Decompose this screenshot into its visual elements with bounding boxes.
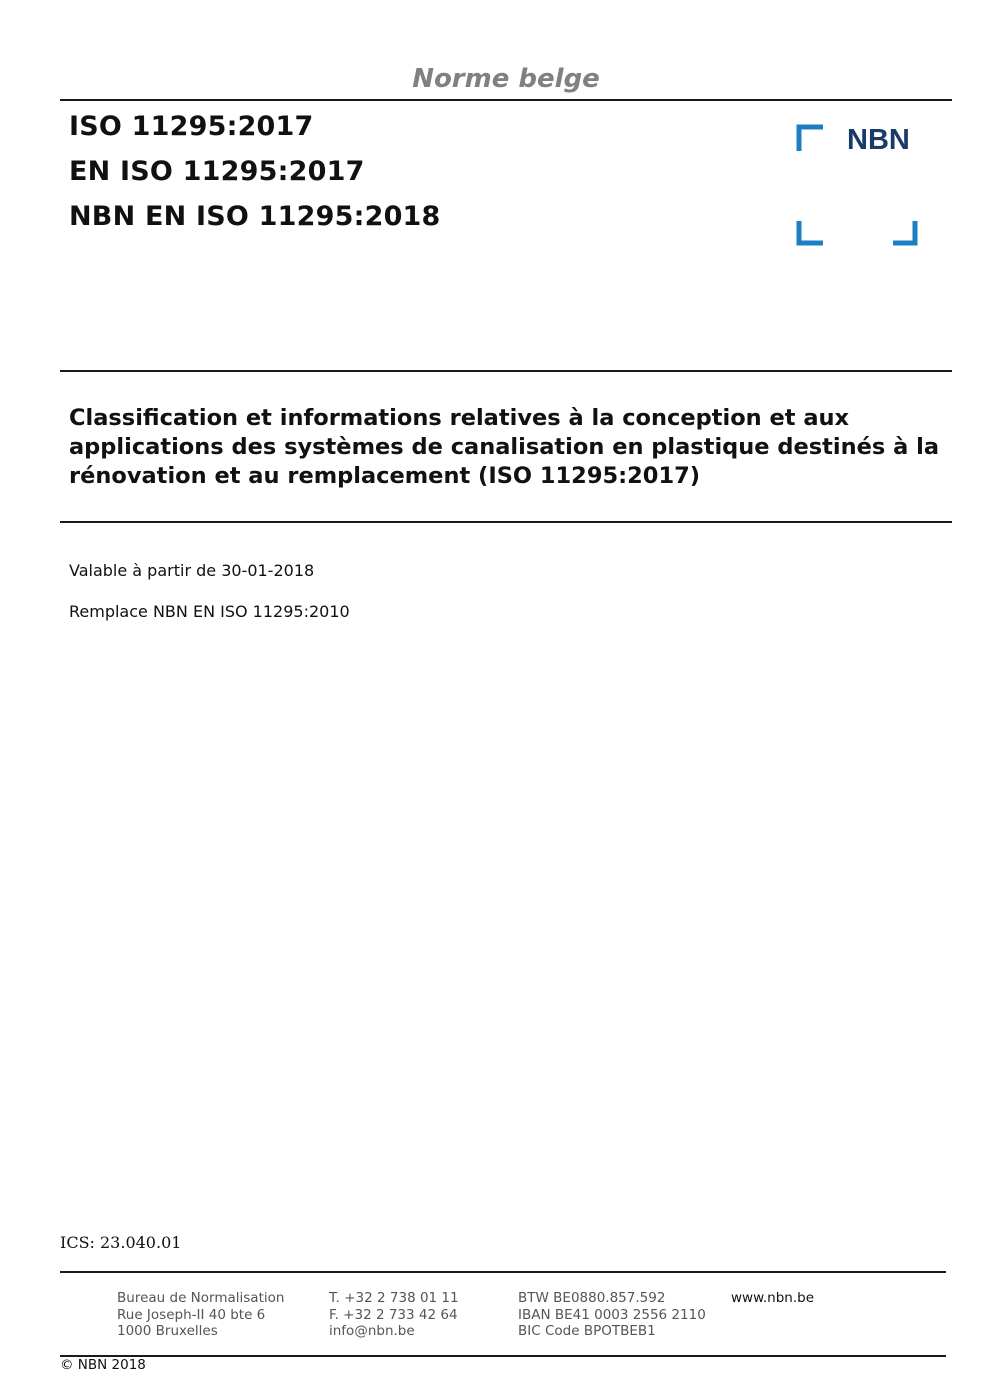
footer-city: 1000 Bruxelles bbox=[117, 1323, 218, 1339]
footer-org-name: Bureau de Normalisation bbox=[117, 1290, 285, 1306]
footer-web bbox=[731, 1290, 814, 1307]
divider-footer-top bbox=[60, 1271, 946, 1273]
footer-street: Rue Joseph-II 40 bte 6 bbox=[117, 1306, 266, 1323]
footer-address bbox=[117, 1290, 284, 1340]
footer-website-link[interactable]: www.nbn.be bbox=[731, 1290, 815, 1306]
nbn-logo-graphic bbox=[796, 124, 920, 248]
standard-iso: ISO 11295:2017 bbox=[69, 111, 314, 142]
footer-iban: IBAN BE41 0003 2556 2110 bbox=[518, 1306, 706, 1323]
divider-title-top bbox=[60, 370, 952, 372]
divider-title-bottom bbox=[60, 521, 952, 523]
ics-code: ICS: 23.040.01 bbox=[60, 1233, 182, 1252]
logo-bracket-top-left bbox=[799, 127, 823, 151]
copyright-notice: © NBN 2018 bbox=[60, 1357, 146, 1373]
divider-footer-bottom bbox=[60, 1355, 946, 1357]
document-type-label: Norme belge bbox=[412, 64, 600, 94]
standard-nbn-en-iso: NBN EN ISO 11295:2018 bbox=[69, 201, 441, 232]
document-title: Classification et informations relatives à la conception et aux applications des systèmes de canalisation en plastique destinés à la rénovation et au remplacement (ISO 11295:2017) bbox=[69, 405, 940, 489]
standard-en-iso: EN ISO 11295:2017 bbox=[69, 156, 365, 187]
footer-fax: F. +32 2 733 42 64 bbox=[329, 1306, 458, 1323]
validity-date: Valable à partir de 30-01-2018 bbox=[69, 561, 315, 580]
logo-bracket-bottom-left bbox=[799, 221, 823, 243]
divider-top bbox=[60, 99, 952, 101]
footer-banking bbox=[518, 1290, 706, 1340]
footer-vat: BTW BE0880.857.592 bbox=[518, 1290, 666, 1306]
logo-bracket-bottom-right bbox=[893, 221, 915, 243]
logo-text: NBN bbox=[847, 124, 910, 156]
footer-bic: BIC Code BPOTBEB1 bbox=[518, 1323, 656, 1339]
footer-email[interactable]: info@nbn.be bbox=[329, 1323, 415, 1339]
replaces-standard: Remplace NBN EN ISO 11295:2010 bbox=[69, 602, 350, 621]
footer-contact bbox=[329, 1290, 459, 1340]
nbn-logo bbox=[796, 124, 920, 248]
footer-phone: T. +32 2 738 01 11 bbox=[329, 1290, 459, 1306]
